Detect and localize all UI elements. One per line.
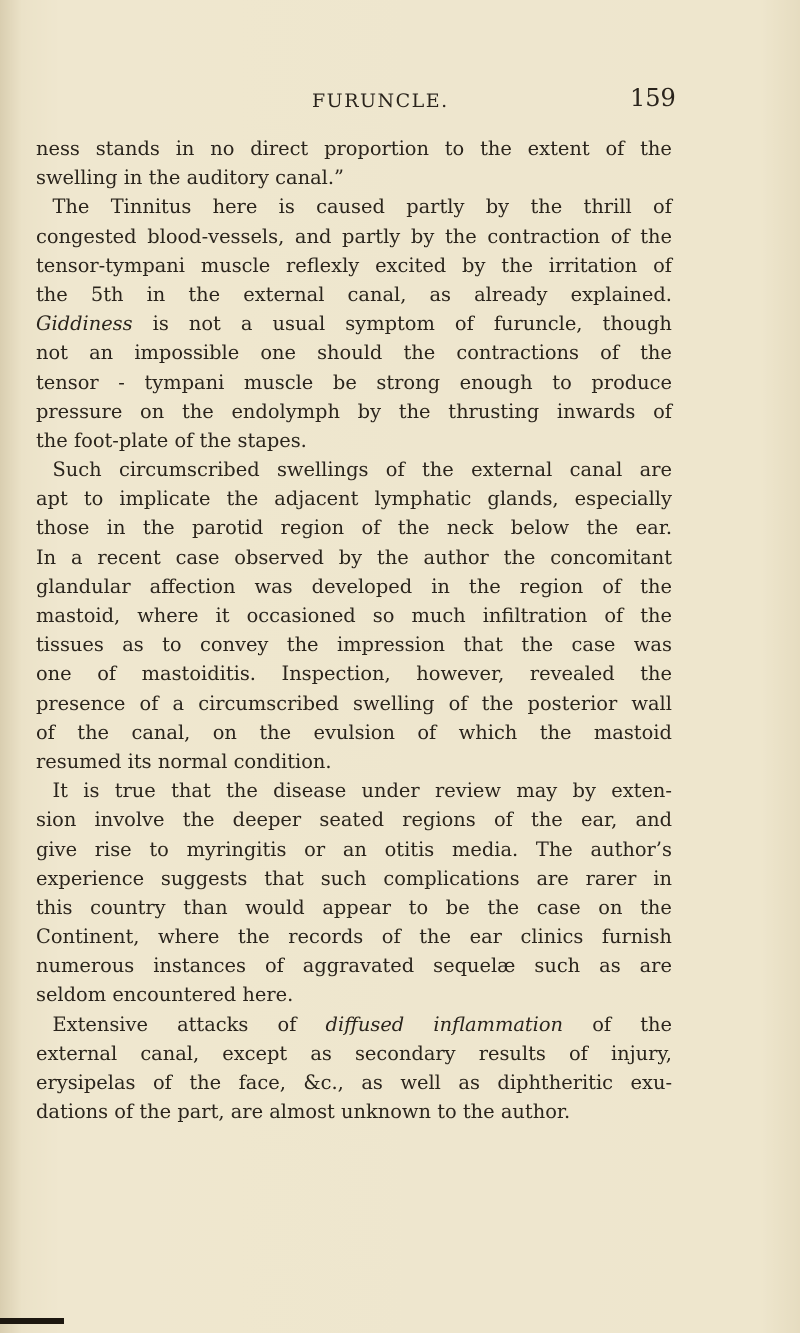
page-number: 159	[630, 84, 676, 112]
text-line: seldom encountered here.	[36, 983, 294, 1007]
text-line: It is true that the disease under review may by exten-	[52, 779, 672, 803]
text-line: sion involve the deeper seated regions of the ear, and	[36, 808, 672, 832]
text-line: external canal, except as secondary results of injury,	[36, 1041, 672, 1065]
text-line: In a recent case observed by the author the concomitant	[36, 545, 672, 569]
text-line: ness stands in no direct proportion to the extent of the	[36, 137, 672, 160]
text-line: not an impossible one should the contractions of the	[36, 341, 672, 365]
paragraph	[36, 455, 672, 776]
paragraph	[36, 134, 672, 192]
text-line: erysipelas of the face, &c., as well as diphtheritic exu-	[36, 1071, 672, 1094]
text-line: tensor - tympani muscle be strong enough to produce	[36, 370, 672, 394]
text-line: swelling in the auditory canal.”	[36, 166, 344, 190]
text-line: Continent, where the records of the ear clinics furnish	[36, 925, 672, 949]
text-line: the foot-plate of the stapes.	[36, 428, 307, 452]
text-line: one of mastoiditis. Inspection, however, revealed the	[36, 662, 672, 686]
running-head: FURUNCLE.	[312, 90, 449, 112]
paragraph	[36, 1010, 672, 1127]
text-line: The Tinnitus here is caused partly by the thrill of	[52, 195, 672, 219]
text-line: numerous instances of aggravated sequelæ such as are	[36, 954, 672, 978]
page-header	[0, 84, 800, 114]
text-line: dations of the part, are almost unknown to the author.	[36, 1100, 571, 1124]
text-line: of the canal, on the evulsion of which the mastoid	[36, 720, 672, 744]
text-line: the 5th in the external canal, as already explained.	[36, 282, 672, 306]
text-line: pressure on the endolymph by the thrusting inwards of	[36, 399, 672, 423]
text-line: congested blood-vessels, and partly by the contraction of the	[36, 224, 672, 248]
text-line: tensor-tympani muscle reflexly excited by the irritation of	[36, 253, 672, 277]
text-line: mastoid, where it occasioned so much infiltration of the	[36, 604, 672, 627]
text-line: glandular affection was developed in the region of the	[36, 574, 672, 598]
text-line: Extensive attacks of diffused inflammation of the	[52, 1012, 672, 1036]
paragraph	[36, 776, 672, 1010]
paragraph	[36, 192, 672, 455]
text-line: experience suggests that such complications are rarer in	[36, 866, 672, 890]
text-line: this country than would appear to be the case on the	[36, 895, 672, 919]
text-line: give rise to myringitis or an otitis media. The author’s	[36, 837, 672, 861]
text-line: tissues as to convey the impression that the case was	[36, 633, 672, 657]
text-line: presence of a circumscribed swelling of the posterior wall	[36, 691, 672, 715]
text-line: Such circumscribed swellings of the external canal are	[52, 458, 672, 482]
text-line: those in the parotid region of the neck below the ear.	[36, 516, 672, 540]
text-line: resumed its normal condition.	[36, 749, 332, 773]
text-line: apt to implicate the adjacent lymphatic glands, especially	[36, 487, 672, 511]
body-text	[36, 134, 672, 1126]
page-edge-mark	[0, 1318, 64, 1324]
text-line: Giddiness is not a usual symptom of furuncle, though	[36, 312, 672, 336]
